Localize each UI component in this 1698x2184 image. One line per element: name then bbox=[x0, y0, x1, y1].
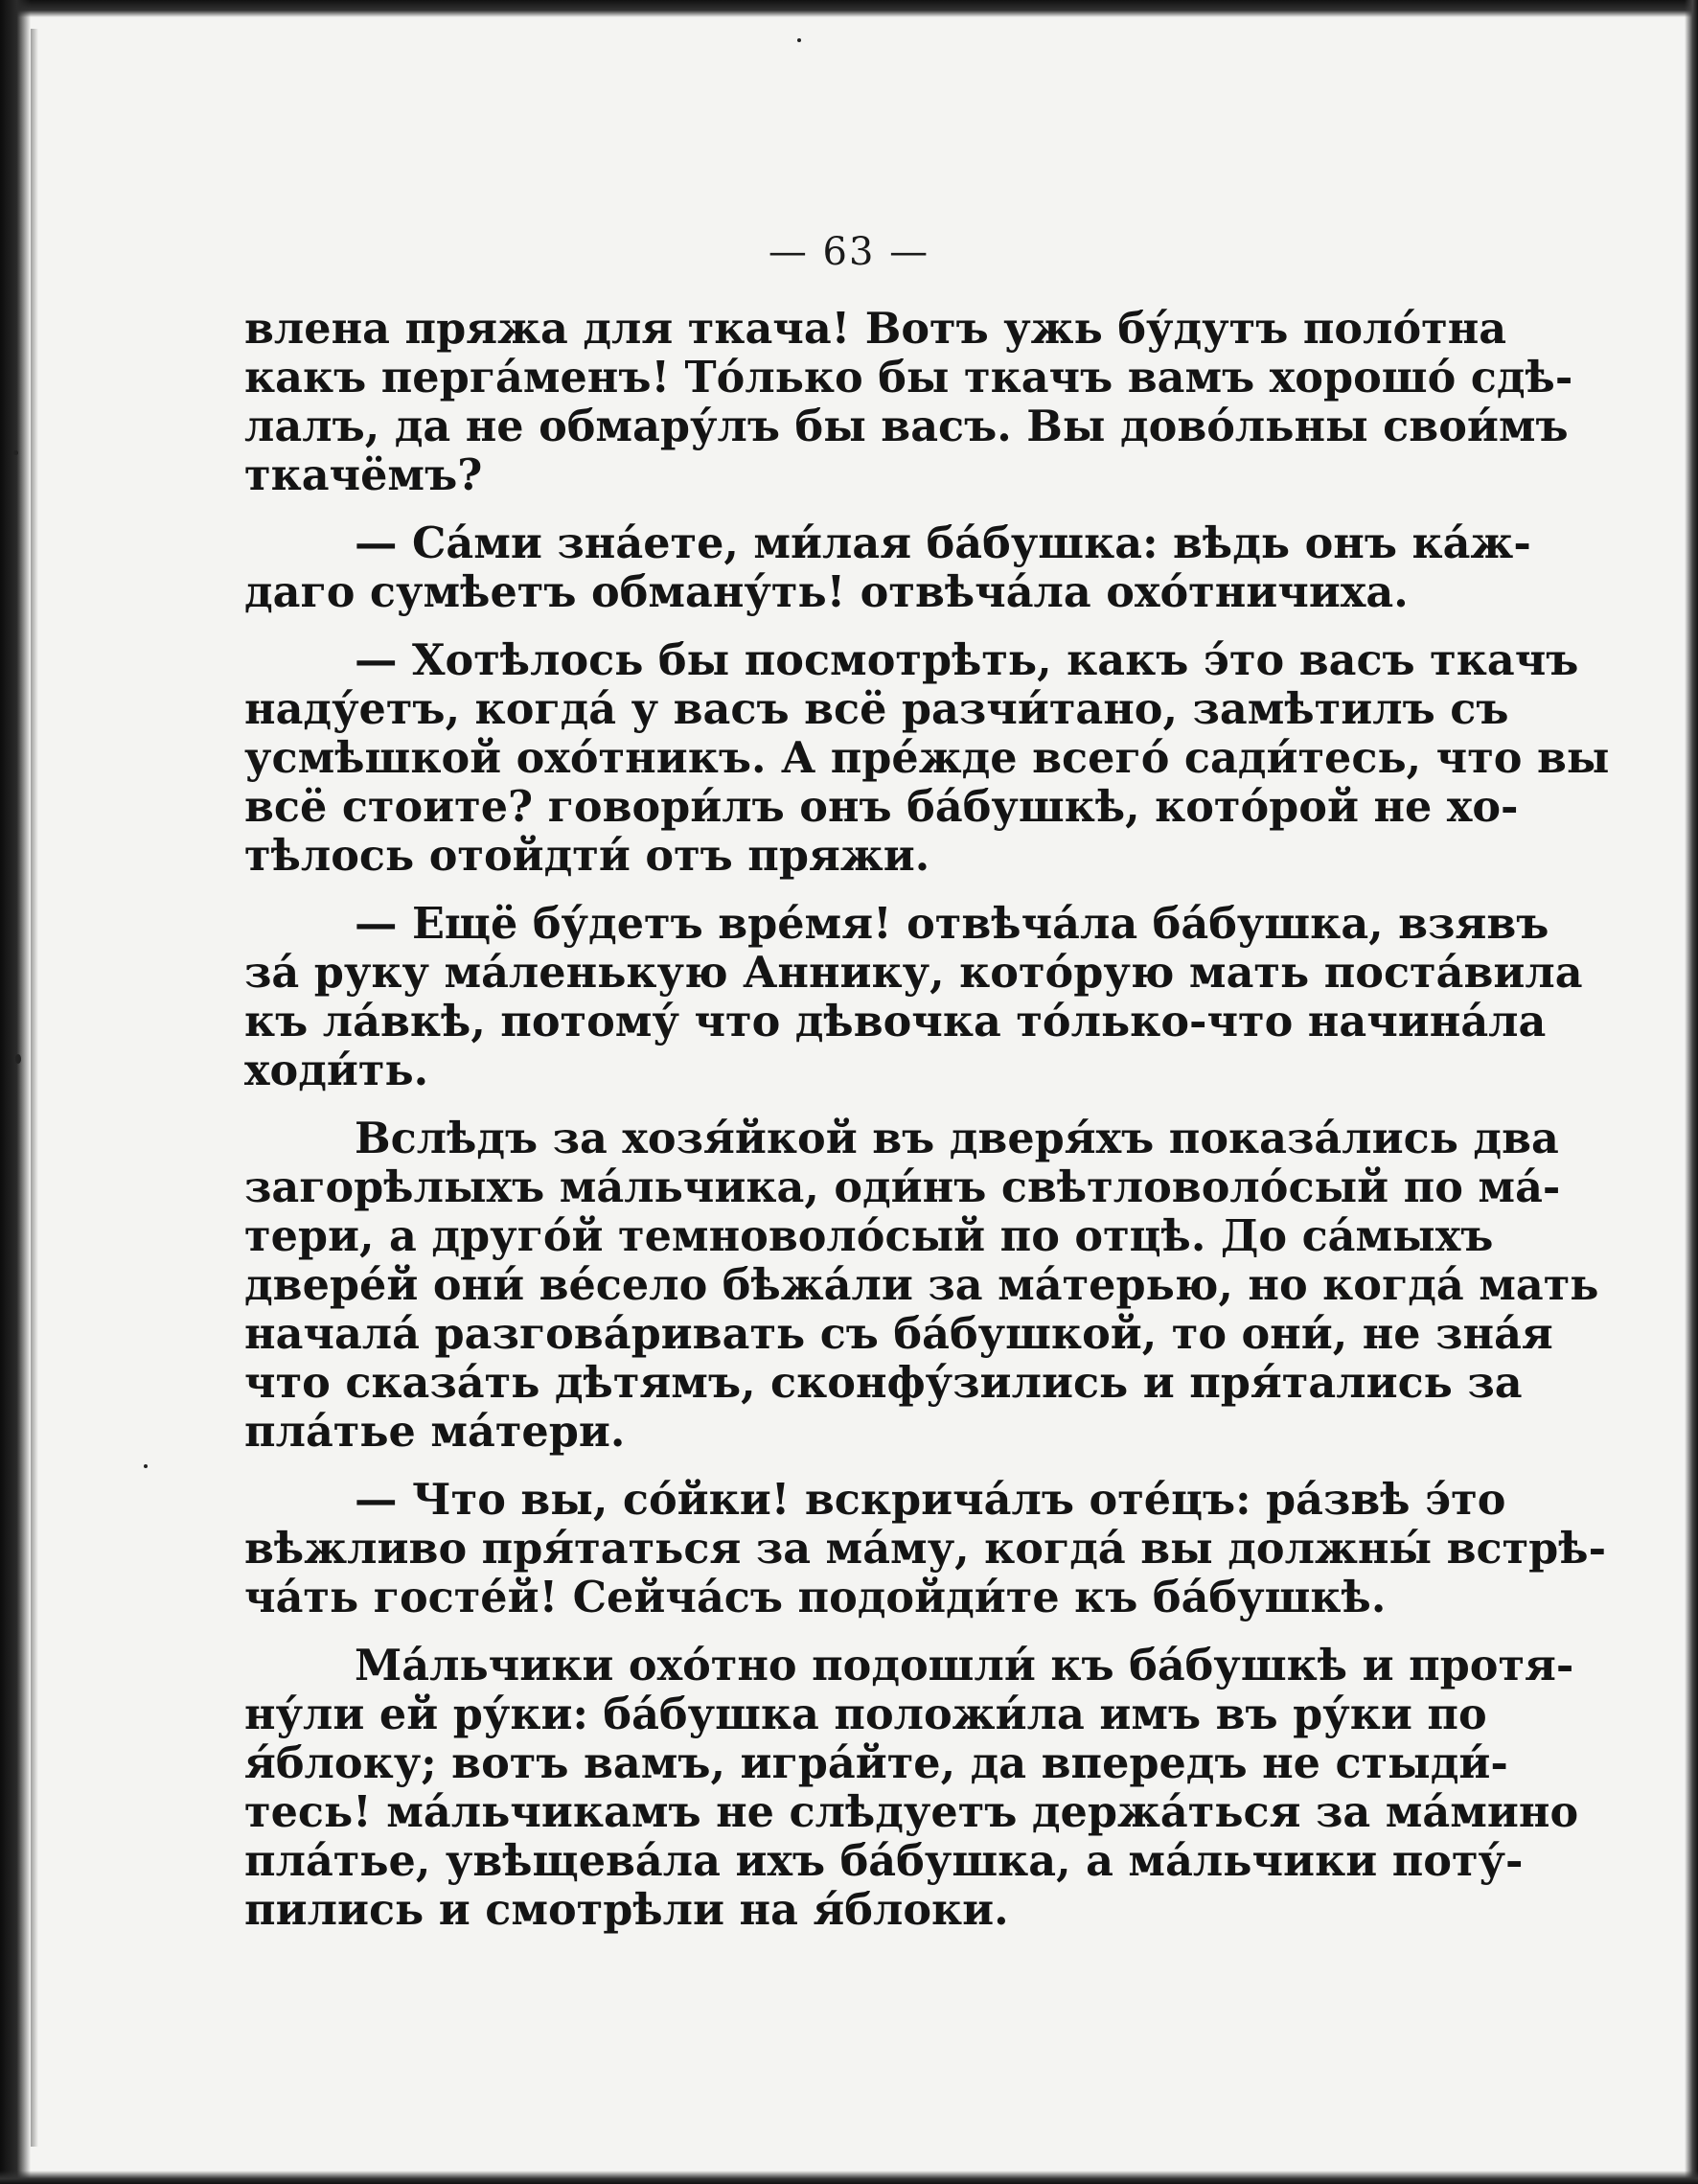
text-line: ходи́ть. bbox=[244, 1046, 429, 1095]
page-bottom-shadow bbox=[0, 2171, 1698, 2184]
text-line: наду́етъ, когда́ у васъ всё разчи́тано, замѣтилъ съ bbox=[244, 684, 1509, 734]
text-line: тесь! ма́льчикамъ не слѣдуетъ держа́ться за ма́мино bbox=[244, 1787, 1579, 1837]
page-left-binding-shadow bbox=[0, 0, 31, 2184]
paragraph bbox=[244, 1475, 1607, 1622]
text-line: лалъ, да не обмару́лъ бы васъ. Вы дово́льны свои́мъ bbox=[244, 402, 1569, 451]
page-left-inner-shadow bbox=[31, 29, 38, 2147]
text-line: пла́тье ма́тери. bbox=[244, 1407, 626, 1457]
text-line: что сказа́ть дѣтямъ, сконфу́зились и пря́тались за bbox=[244, 1358, 1523, 1408]
ink-speck bbox=[144, 1464, 148, 1468]
paragraph bbox=[244, 635, 1610, 881]
text-line: тѣлось отойдти́ отъ пряжи. bbox=[244, 831, 930, 881]
text-line: ткачёмъ? bbox=[244, 450, 483, 500]
page-number: — 63 — bbox=[768, 230, 930, 274]
ink-speck bbox=[797, 38, 801, 42]
text-line: Ма́льчики охо́тно подошли́ къ ба́бушкѣ и протя- bbox=[355, 1641, 1574, 1690]
text-line: — Хотѣлось бы посмотрѣть, какъ э́то васъ ткачъ bbox=[355, 635, 1579, 685]
page-right-shadow bbox=[1685, 0, 1698, 2184]
text-line: всё стоите? говори́лъ онъ ба́бушкѣ, кото́рой не хо- bbox=[244, 782, 1519, 832]
text-line: даго сумѣетъ обману́ть! отвѣча́ла охо́тничиха. bbox=[244, 567, 1409, 617]
text-line: усмѣшкой охо́тникъ. А пре́жде всего́ сади́тесь, что вы bbox=[244, 733, 1610, 783]
text-line: вѣжливо пря́таться за ма́му, когда́ вы должны́ встрѣ- bbox=[244, 1524, 1607, 1574]
text-line: — Ещё бу́детъ вре́мя! отвѣча́ла ба́бушка, взявъ bbox=[355, 899, 1549, 949]
text-line: двере́й они́ ве́село бѣжа́ли за ма́терью, но когда́ мать bbox=[244, 1260, 1599, 1310]
text-line: къ ла́вкѣ, потому́ что дѣвочка то́лько-что начина́ла bbox=[244, 997, 1547, 1046]
paragraph bbox=[244, 899, 1583, 1095]
paragraph bbox=[244, 304, 1573, 500]
paragraph bbox=[244, 518, 1531, 617]
page-top-shadow bbox=[0, 0, 1698, 17]
text-line: загорѣлыхъ ма́льчика, оди́нъ свѣтловоло́сый по ма́- bbox=[244, 1162, 1561, 1212]
text-line: влена пряжа для ткача! Вотъ ужь бу́дутъ поло́тна bbox=[244, 304, 1507, 354]
text-line: ча́ть госте́й! Сейча́съ подойди́те къ ба́бушкѣ. bbox=[244, 1573, 1387, 1622]
ink-speck bbox=[13, 450, 18, 455]
text-line: — Что вы, со́йки! вскрича́лъ оте́цъ: ра́звѣ э́то bbox=[355, 1475, 1506, 1525]
paragraph bbox=[244, 1641, 1579, 1935]
paragraph bbox=[244, 1114, 1599, 1457]
text-line: я́блоку; вотъ вамъ, игра́йте, да впередъ не стыди́- bbox=[244, 1738, 1508, 1788]
text-line: пла́тье, увѣщева́ла ихъ ба́бушка, а ма́льчики поту́- bbox=[244, 1836, 1524, 1886]
text-line: за́ руку ма́ленькую Аннику, кото́рую мать поста́вила bbox=[244, 948, 1583, 998]
text-line: пились и смотрѣли на я́блоки. bbox=[244, 1885, 1009, 1935]
text-line: Вслѣдъ за хозя́йкой въ дверя́хъ показа́лись два bbox=[355, 1114, 1559, 1163]
text-line: тери, а друго́й темноволо́сый по отцѣ. До са́мыхъ bbox=[244, 1211, 1494, 1261]
ink-speck bbox=[15, 1054, 21, 1064]
text-line: — Са́ми зна́ете, ми́лая ба́бушка: вѣдь онъ ка́ж- bbox=[355, 518, 1531, 568]
text-line: какъ перга́менъ! То́лько бы ткачъ вамъ хорошо́ сдѣ- bbox=[244, 353, 1573, 402]
text-line: ну́ли ей ру́ки: ба́бушка положи́ла имъ въ ру́ки по bbox=[244, 1690, 1487, 1739]
page-body-text bbox=[244, 304, 1610, 1935]
text-line: начала́ разгова́ривать съ ба́бушкой, то они́, не зна́я bbox=[244, 1309, 1553, 1359]
